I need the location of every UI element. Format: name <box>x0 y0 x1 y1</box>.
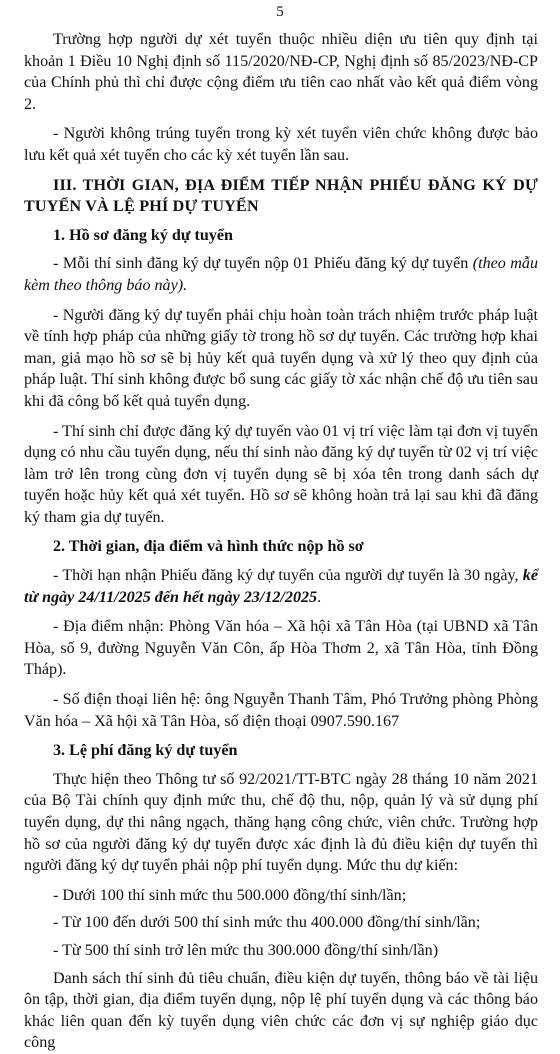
s2-paragraph-1 <box>24 565 538 608</box>
s3-paragraph-1: Thực hiện theo Thông tư số 92/2021/TT-BTC ngày 28 tháng 10 năm 2021 của Bộ Tài chính quy định mức thu, chế độ thu, nộp, quản lý và sử dụng phí tuyển dụng, dự thi nâng ngạch, thăng hạng công chức, viên chức. Trường hợp hồ sơ của người đăng ký dự tuyển được xác định là đủ điều kiện dự tuyển thì người đăng ký dự tuyển phải nộp phí tuyển dụng. Mức thu dự kiến: <box>24 770 538 875</box>
paragraph-priority-points: Trường hợp người dự xét tuyển thuộc nhiều diện ưu tiên quy định tại khoản 1 Điều 10 Nghị định số 115/2020/NĐ-CP, Nghị định số 85/2023/NĐ-CP của Chính phủ thì chỉ được cộng điểm ưu tiên cao nhất vào kết quả điểm vòng 2. <box>24 31 538 113</box>
fee-item: - Dưới 100 thí sinh mức thu 500.000 đồng/thí sinh/lần; <box>53 886 407 904</box>
s2-p1-date-range: kể từ ngày 24/11/2025 đến hết ngày 23/12/2025 <box>24 567 538 606</box>
subsection-3-title: 3. Lệ phí đăng ký dự tuyển <box>53 742 238 760</box>
paragraph-no-reserve: - Người không trúng tuyển trong kỳ xét tuyển viên chức không được bảo lưu kết quả xét tuyển cho các kỳ xét tuyển lần sau. <box>24 125 538 164</box>
document-body <box>24 29 538 1054</box>
page-number: 5 <box>276 4 284 20</box>
s1-p1-text: - Mỗi thí sinh đăng ký dự tuyển nộp 01 Phiếu đăng ký dự tuyển <box>53 255 473 273</box>
subsection-1-title: 1. Hồ sơ đăng ký dự tuyển <box>53 226 234 244</box>
section-3-title: III. THỜI GIAN, ĐỊA ĐIỂM TIẾP NHẬN PHIẾU ĐĂNG KÝ DỰ TUYỂN VÀ LỆ PHÍ DỰ TUYỂN <box>24 176 538 216</box>
s1-paragraph-2: - Người đăng ký dự tuyển phải chịu hoàn toàn trách nhiệm trước pháp luật về tính hợp pháp của những giấy tờ trong hồ sơ dự tuyển. Các trường hợp khai man, giả mạo hồ sơ sẽ bị hủy kết quả tuyển dụng và xử lý theo quy định của pháp luật. Thí sinh không được bổ sung các giấy tờ xác nhận chế độ ưu tiên sau khi đã công bố kết quả tuyển dụng. <box>24 306 538 410</box>
s2-p1-text: - Thời hạn nhận Phiếu đăng ký dự tuyển của người dự tuyển là 30 ngày, <box>53 567 523 585</box>
s2-p1-end: . <box>317 588 322 606</box>
s2-paragraph-2: - Địa điểm nhận: Phòng Văn hóa – Xã hội xã Tân Hòa (tại UBND xã Tân Hòa, số 9, đường Nguyễn Văn Côn, ấp Hòa Thơm 2, xã Tân Hòa, tỉnh Đồng Tháp). <box>24 618 538 679</box>
fee-item: - Từ 100 đến dưới 500 thí sinh mức thu 400.000 đồng/thí sinh/lần; <box>53 914 481 932</box>
s1-p1-italic: (theo mẫu kèm theo thông báo này). <box>24 255 538 294</box>
s1-paragraph-3: - Thí sinh chỉ được đăng ký dự tuyển vào 01 vị trí việc làm tại đơn vị tuyển dụng có nhu cầu tuyển dụng, nếu thí sinh nào đăng ký dự tuyển từ 02 vị trí việc làm trở lên trong cùng đơn vị tuyển dụng sẽ bị xóa tên trong danh sách dự tuyển hoặc hủy kết quả xét tuyển. Hồ sơ sẽ không hoàn trả lại sau khi đã đăng ký tham gia dự tuyển. <box>24 422 538 526</box>
fee-item: - Từ 500 thí sinh trở lên mức thu 300.000 đồng/thí sinh/lần) <box>53 941 439 959</box>
s1-paragraph-1 <box>24 253 538 296</box>
s2-paragraph-3: - Số điện thoại liên hệ: ông Nguyễn Thanh Tâm, Phó Trưởng phòng Phòng Văn hóa – Xã hội xã Tân Hòa, số điện thoại 0907.590.167 <box>24 691 538 730</box>
s3-paragraph-2: Danh sách thí sinh đủ tiêu chuẩn, điều kiện dự tuyển, thông báo về tài liệu ôn tập, thời gian, địa điểm tuyển dụng, nộp lệ phí tuyển dụng và các thông báo khác liên quan đến kỳ tuyển dụng viên chức các đơn vị sự nghiệp giáo dục công <box>24 969 538 1052</box>
subsection-2-title: 2. Thời gian, địa điểm và hình thức nộp hồ sơ <box>53 538 364 556</box>
